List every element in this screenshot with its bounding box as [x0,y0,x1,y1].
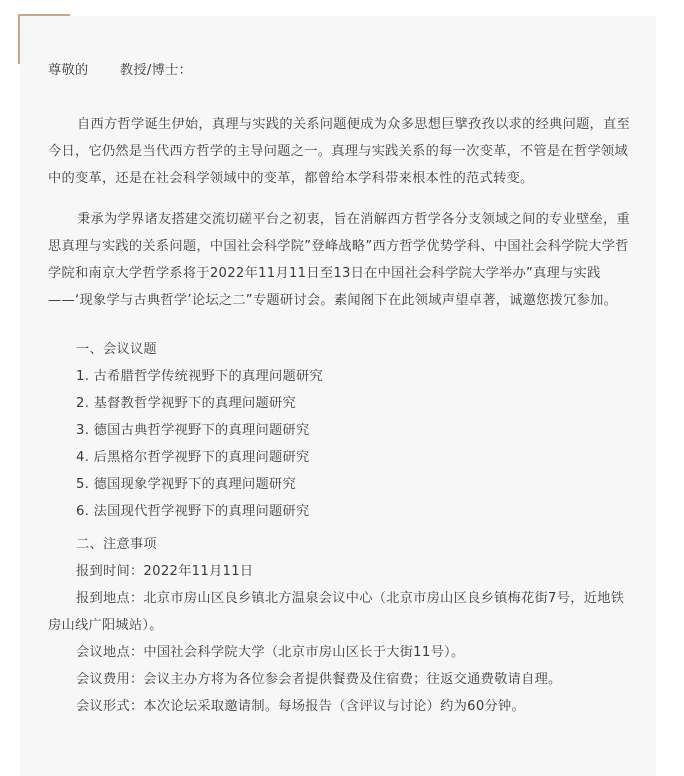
topic-item: 2. 基督教哲学视野下的真理问题研究 [76,396,296,411]
letter-content [48,58,634,720]
format: 会议形式：本次论坛采取邀请制。每场报告（含评议与讨论）约为60分钟。 [76,699,525,714]
corner-decoration-horizontal [18,14,70,16]
corner-decoration-vertical [18,14,20,64]
intro-paragraph: 自西方哲学诞生伊始，真理与实践的关系问题便成为众多思想巨擘孜孜以求的经典问题，直至今日，它仍然是当代西方哲学的主导问题之一。真理与实践关系的每一次变革，不管是在哲学领域中的变革，还是在社会科学领域中的变革，都曾给本学科带来根本性的范式转变。 [48,117,631,186]
topic-item: 1. 古希腊哲学传统视野下的真理问题研究 [76,369,323,384]
salutation: 尊敬的 教授/博士： [48,63,193,78]
register-time: 报到时间：2022年11月11日 [76,564,254,579]
invitation-paragraph: 秉承为学界诸友搭建交流切磋平台之初衷，旨在消解西方哲学各分支领域之间的专业壁垒，重思真理与实践的关系问题，中国社会科学院”登峰战略”西方哲学优势学科、中国社会科学院大学哲学院和南京大学哲学系将于2022年11月11日至13日在中国社会科学院大学举办”真理与实践——‘现象学与古典哲学’论坛之二”专题研讨会。素闻阁下在此领域声望卓著，诚邀您拨冗参加。 [48,212,631,308]
fee: 会议费用：会议主办方将为各位参会者提供餐费及住宿费；往返交通费敬请自理。 [76,672,562,687]
section-title-topics: 一、会议议题 [76,342,157,357]
topic-item: 4. 后黑格尔哲学视野下的真理问题研究 [76,450,310,465]
section-title-notes: 二、注意事项 [76,537,157,552]
topic-item: 5. 德国现象学视野下的真理问题研究 [76,477,296,492]
topic-item: 3. 德国古典哲学视野下的真理问题研究 [76,423,310,438]
register-place: 报到地点：北京市房山区良乡镇北方温泉会议中心（北京市房山区良乡镇梅花街7号，近地铁房山线广阳城站）。 [48,591,625,633]
topic-item: 6. 法国现代哲学视野下的真理问题研究 [76,504,310,519]
venue: 会议地点：中国社会科学院大学（北京市房山区长于大街11号）。 [76,645,465,660]
